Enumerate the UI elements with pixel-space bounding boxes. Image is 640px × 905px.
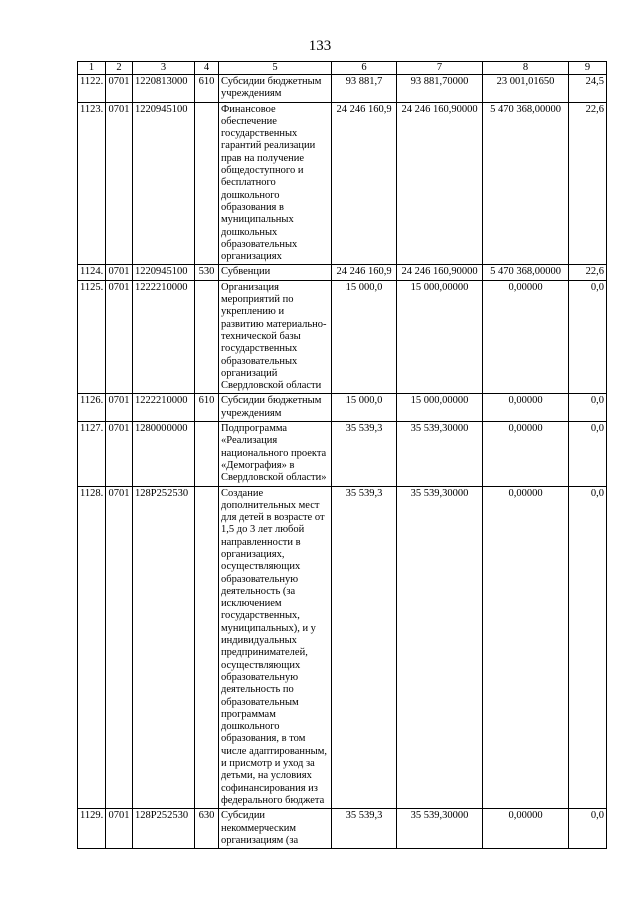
section-code-cell: 0701 [106, 102, 133, 265]
amount-cell: 35 539,3 [332, 422, 397, 486]
expense-type-cell: 610 [195, 394, 219, 422]
expense-type-cell [195, 102, 219, 265]
target-code-cell: 1220945100 [133, 102, 195, 265]
budget-table [77, 61, 607, 849]
amount-cell: 15 000,00000 [397, 394, 483, 422]
amount-cell: 35 539,30000 [397, 809, 483, 849]
page-number: 133 [308, 38, 332, 54]
expense-type-cell [195, 486, 219, 809]
amount-cell: 24 246 160,90000 [397, 265, 483, 280]
column-header: 8 [483, 62, 569, 75]
amount-cell: 5 470 368,00000 [483, 102, 569, 265]
row-number-cell: 1122. [78, 75, 106, 103]
section-code-cell: 0701 [106, 280, 133, 394]
item-name-cell: Субвенции [219, 265, 332, 280]
expense-type-cell [195, 280, 219, 394]
percent-cell: 0,0 [569, 280, 607, 394]
column-header: 5 [219, 62, 332, 75]
section-code-cell: 0701 [106, 422, 133, 486]
section-code-cell: 0701 [106, 265, 133, 280]
row-number-cell: 1128. [78, 486, 106, 809]
amount-cell: 15 000,0 [332, 394, 397, 422]
amount-cell: 0,00000 [483, 422, 569, 486]
item-name-cell: Финансовое обеспечение государственных гарантий реализации прав на получение общедоступного и бесплатного дошкольного образования в муниципальных дошкольных образовательных организациях [219, 102, 332, 265]
amount-cell: 93 881,70000 [397, 75, 483, 103]
amount-cell: 35 539,30000 [397, 422, 483, 486]
table-row [78, 422, 607, 486]
item-name-cell: Субсидии бюджетным учреждениям [219, 75, 332, 103]
row-number-cell: 1129. [78, 809, 106, 849]
amount-cell: 15 000,0 [332, 280, 397, 394]
expense-type-cell: 530 [195, 265, 219, 280]
row-number-cell: 1124. [78, 265, 106, 280]
table-row [78, 486, 607, 809]
amount-cell: 15 000,00000 [397, 280, 483, 394]
section-code-cell: 0701 [106, 809, 133, 849]
percent-cell: 0,0 [569, 422, 607, 486]
amount-cell: 0,00000 [483, 280, 569, 394]
target-code-cell: 1220945100 [133, 265, 195, 280]
row-number-cell: 1127. [78, 422, 106, 486]
target-code-cell: 1222210000 [133, 394, 195, 422]
percent-cell: 24,5 [569, 75, 607, 103]
amount-cell: 0,00000 [483, 394, 569, 422]
item-name-cell: Подпрограмма «Реализация национального проекта «Демография» в Свердловской области» [219, 422, 332, 486]
amount-cell: 93 881,7 [332, 75, 397, 103]
column-header: 3 [133, 62, 195, 75]
percent-cell: 0,0 [569, 486, 607, 809]
target-code-cell: 128P252530 [133, 809, 195, 849]
amount-cell: 5 470 368,00000 [483, 265, 569, 280]
expense-type-cell: 610 [195, 75, 219, 103]
amount-cell: 0,00000 [483, 809, 569, 849]
percent-cell: 0,0 [569, 394, 607, 422]
item-name-cell: Субсидии некоммерческим организациям (за [219, 809, 332, 849]
target-code-cell: 1220813000 [133, 75, 195, 103]
column-header: 4 [195, 62, 219, 75]
target-code-cell: 1280000000 [133, 422, 195, 486]
row-number-cell: 1126. [78, 394, 106, 422]
column-header: 2 [106, 62, 133, 75]
table-row [78, 265, 607, 280]
target-code-cell: 1222210000 [133, 280, 195, 394]
target-code-cell: 128P252530 [133, 486, 195, 809]
column-header: 6 [332, 62, 397, 75]
row-number-cell: 1123. [78, 102, 106, 265]
percent-cell: 22,6 [569, 265, 607, 280]
expense-type-cell: 630 [195, 809, 219, 849]
amount-cell: 35 539,3 [332, 809, 397, 849]
amount-cell: 24 246 160,9 [332, 265, 397, 280]
column-header: 7 [397, 62, 483, 75]
amount-cell: 0,00000 [483, 486, 569, 809]
table-row [78, 394, 607, 422]
column-header: 1 [78, 62, 106, 75]
item-name-cell: Организация мероприятий по укреплению и развитию материально-технической базы государственных образовательных организаций Свердловской области [219, 280, 332, 394]
table-row [78, 809, 607, 849]
section-code-cell: 0701 [106, 394, 133, 422]
expense-type-cell [195, 422, 219, 486]
percent-cell: 22,6 [569, 102, 607, 265]
item-name-cell: Создание дополнительных мест для детей в возрасте от 1,5 до 3 лет любой направленности в организациях, осуществляющих образовательную деятельность (за исключением государственных, муниципальных), и у индивидуальных предпринимателей, осуществляющих образовательную деятельность по образовательным программам дошкольного образования, в том числе адаптированным, и присмотр и уход за детьми, на условиях софинансирования из федерального бюджета [219, 486, 332, 809]
percent-cell: 0,0 [569, 809, 607, 849]
table-row [78, 75, 607, 103]
table-row [78, 102, 607, 265]
amount-cell: 24 246 160,9 [332, 102, 397, 265]
section-code-cell: 0701 [106, 75, 133, 103]
amount-cell: 24 246 160,90000 [397, 102, 483, 265]
section-code-cell: 0701 [106, 486, 133, 809]
column-header: 9 [569, 62, 607, 75]
item-name-cell: Субсидии бюджетным учреждениям [219, 394, 332, 422]
row-number-cell: 1125. [78, 280, 106, 394]
amount-cell: 23 001,01650 [483, 75, 569, 103]
table-row [78, 280, 607, 394]
table-header-row [78, 62, 607, 75]
amount-cell: 35 539,30000 [397, 486, 483, 809]
amount-cell: 35 539,3 [332, 486, 397, 809]
